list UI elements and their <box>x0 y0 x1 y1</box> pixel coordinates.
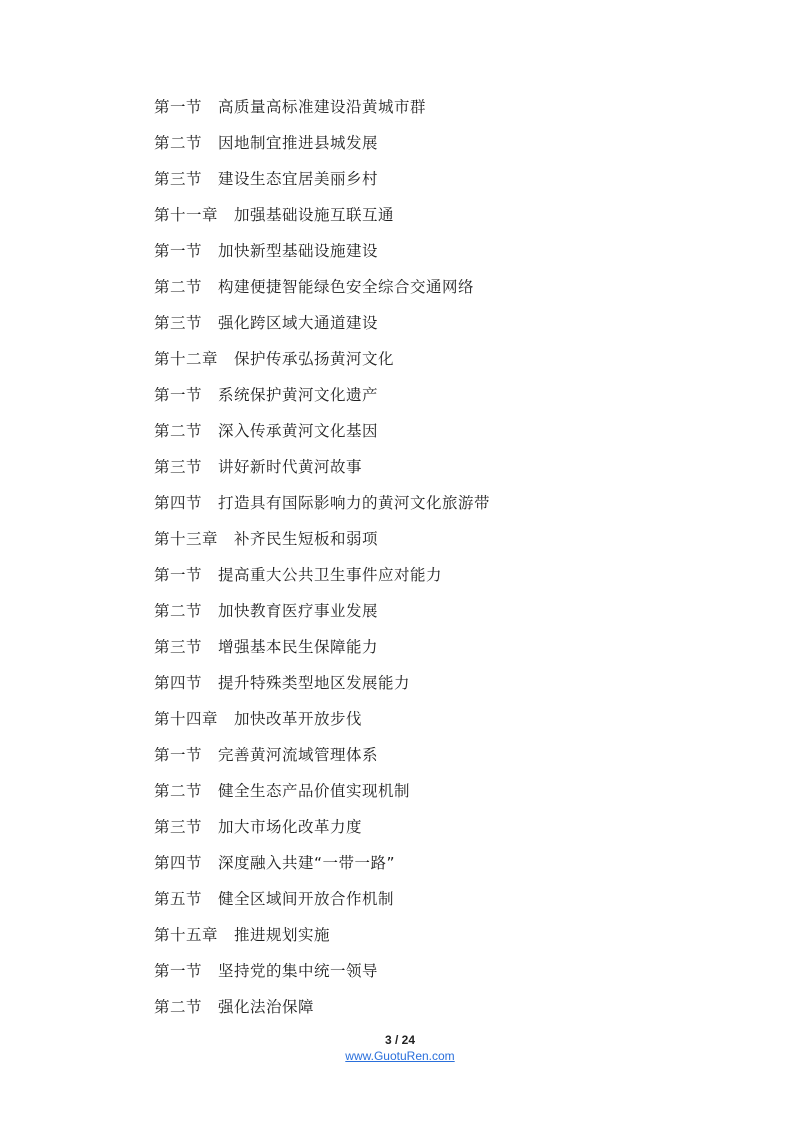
toc-entry-number: 第一节 <box>154 566 203 584</box>
toc-entry-title: 强化法治保障 <box>218 998 315 1016</box>
toc-entry <box>154 565 442 585</box>
toc-entry <box>154 493 490 513</box>
toc-entry <box>154 601 378 621</box>
toc-entry-number: 第二节 <box>154 998 203 1016</box>
toc-entry-number: 第十三章 <box>154 530 219 548</box>
toc-entry-number: 第一节 <box>154 386 203 404</box>
toc-entry <box>154 709 362 729</box>
toc-entry-number: 第三节 <box>154 818 203 836</box>
toc-entry <box>154 961 378 981</box>
toc-entry <box>154 97 426 117</box>
toc-entry-number: 第五节 <box>154 890 203 908</box>
toc-entry <box>154 277 474 297</box>
site-link[interactable]: www.GuotuRen.com <box>345 1049 455 1063</box>
toc-entry <box>154 925 330 945</box>
toc-entry-number: 第二节 <box>154 422 203 440</box>
toc-entry <box>154 349 394 369</box>
toc-entry <box>154 457 362 477</box>
toc-entry-title: 健全区域间开放合作机制 <box>218 890 395 908</box>
toc-entry <box>154 817 362 837</box>
toc-entry-title: 健全生态产品价值实现机制 <box>218 782 411 800</box>
toc-entry-title: 系统保护黄河文化遗产 <box>218 386 379 404</box>
toc-entry-title: 构建便捷智能绿色安全综合交通网络 <box>218 278 475 296</box>
toc-entry-title: 强化跨区域大通道建设 <box>218 314 379 332</box>
toc-entry <box>154 241 378 261</box>
toc-entry-number: 第三节 <box>154 458 203 476</box>
toc-entry-title: 完善黄河流域管理体系 <box>218 746 379 764</box>
toc-entry-title: 补齐民生短板和弱项 <box>234 530 379 548</box>
toc-entry <box>154 637 378 657</box>
toc-entry <box>154 853 395 873</box>
toc-entry-title: 建设生态宜居美丽乡村 <box>218 170 379 188</box>
toc-entry-title: 推进规划实施 <box>234 926 331 944</box>
toc-entry-number: 第二节 <box>154 278 203 296</box>
toc-entry-title: 加大市场化改革力度 <box>218 818 363 836</box>
toc-entry-title: 提高重大公共卫生事件应对能力 <box>218 566 443 584</box>
toc-entry <box>154 313 378 333</box>
toc-entry-number: 第三节 <box>154 638 203 656</box>
toc-entry-number: 第三节 <box>154 170 203 188</box>
toc-entry <box>154 169 378 189</box>
toc-entry-title: 深入传承黄河文化基因 <box>218 422 379 440</box>
toc-entry-number: 第四节 <box>154 494 203 512</box>
toc-entry-number: 第一节 <box>154 962 203 980</box>
toc-entry <box>154 205 394 225</box>
toc-entry-title: 增强基本民生保障能力 <box>218 638 379 656</box>
toc-entry <box>154 673 410 693</box>
toc-entry <box>154 421 378 441</box>
toc-entry-number: 第十五章 <box>154 926 219 944</box>
toc-entry-title: 坚持党的集中统一领导 <box>218 962 379 980</box>
toc-entry-number: 第十一章 <box>154 206 219 224</box>
toc-entry-number: 第十四章 <box>154 710 219 728</box>
toc-entry-number: 第二节 <box>154 134 203 152</box>
toc-entry <box>154 133 378 153</box>
toc-entry <box>154 889 394 909</box>
toc-entry-title: 讲好新时代黄河故事 <box>218 458 363 476</box>
page-number: 3 / 24 <box>384 1033 416 1047</box>
toc-entry <box>154 529 378 549</box>
toc-entry-number: 第十二章 <box>154 350 219 368</box>
toc-entry <box>154 781 410 801</box>
toc-entry-title: 保护传承弘扬黄河文化 <box>234 350 395 368</box>
toc-entry-number: 第四节 <box>154 854 203 872</box>
toc-entry-number: 第四节 <box>154 674 203 692</box>
toc-entry-title: 加快教育医疗事业发展 <box>218 602 379 620</box>
toc-entry-number: 第三节 <box>154 314 203 332</box>
toc-entry-title: 加快新型基础设施建设 <box>218 242 379 260</box>
toc-entry <box>154 745 378 765</box>
toc-entry <box>154 997 314 1017</box>
toc-entry-title: 深度融入共建“一带一路” <box>218 854 396 872</box>
toc-entry-title: 提升特殊类型地区发展能力 <box>218 674 411 692</box>
toc-entry-title: 加强基础设施互联互通 <box>234 206 395 224</box>
toc-entry-number: 第一节 <box>154 98 203 116</box>
toc-entry-title: 打造具有国际影响力的黄河文化旅游带 <box>218 494 491 512</box>
toc-entry-number: 第一节 <box>154 242 203 260</box>
toc-entry-number: 第一节 <box>154 746 203 764</box>
toc-entry-number: 第二节 <box>154 602 203 620</box>
toc-entry <box>154 385 378 405</box>
toc-entry-title: 高质量高标准建设沿黄城市群 <box>218 98 427 116</box>
toc-entry-title: 因地制宜推进县城发展 <box>218 134 379 152</box>
toc-entry-title: 加快改革开放步伐 <box>234 710 363 728</box>
toc-entry-number: 第二节 <box>154 782 203 800</box>
